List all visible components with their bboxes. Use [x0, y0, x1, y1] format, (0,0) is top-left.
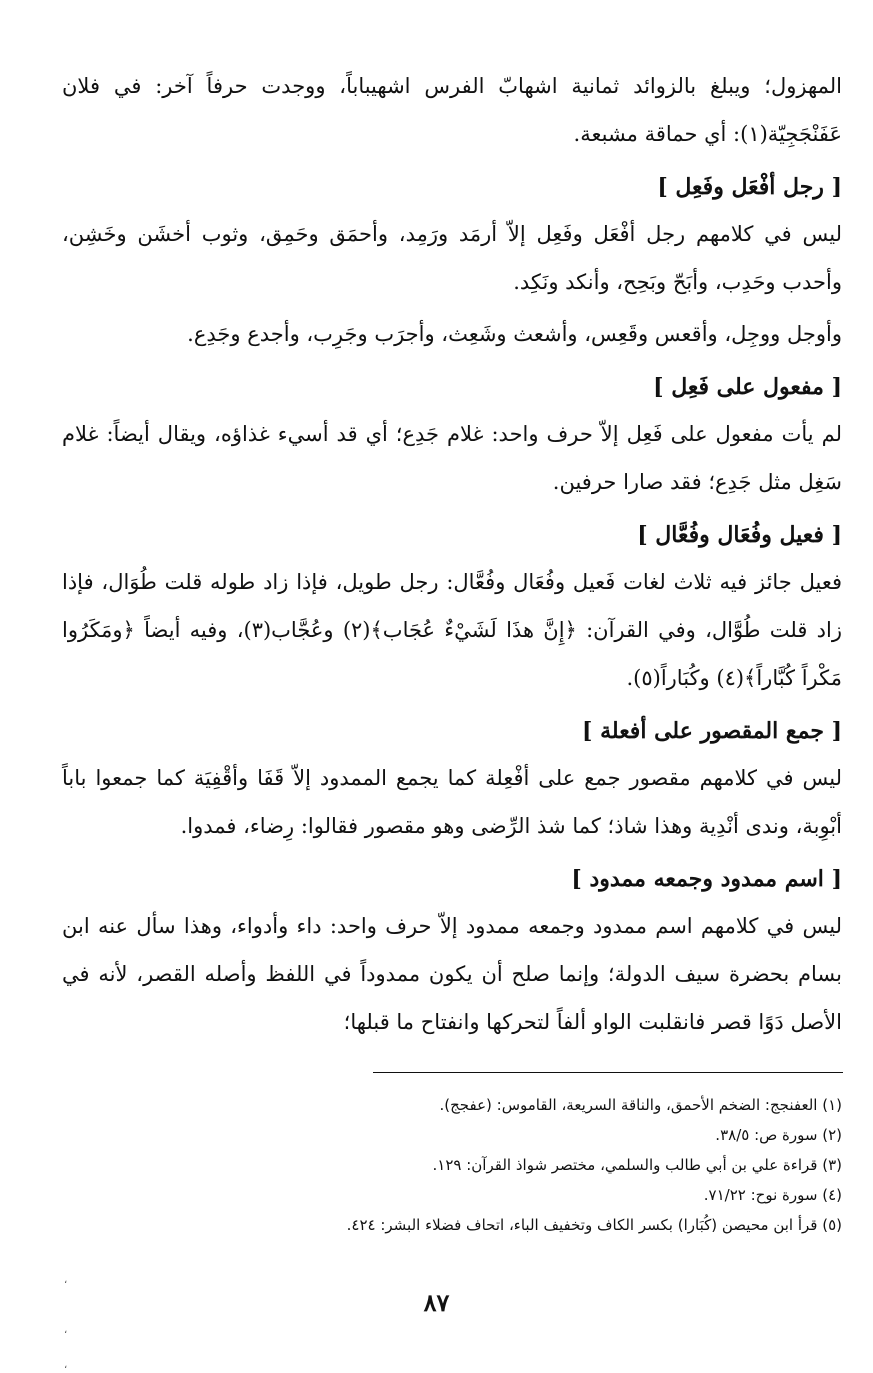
footnote-item: (٥) قرأ ابن محيصن (كُبَارا) بكسر الكاف وتخفيف الباء، اتحاف فضلاء البشر: ٤٢٤. — [346, 1216, 842, 1234]
footnotes — [62, 1090, 842, 1240]
section-heading: [ مفعول على فَعِل ] — [653, 374, 842, 400]
page-number: ٨٧ — [423, 1288, 450, 1317]
footnote-item: (٢) سورة ص: ٣٨/٥. — [715, 1126, 842, 1144]
section-heading: [ اسم ممدود وجمعه ممدود ] — [571, 866, 842, 892]
section-heading: [ فعيل وفُعَال وفُعَّال ] — [637, 522, 842, 548]
paragraph-intro: المهزول؛ ويبلغ بالزوائد ثمانية اشهابّ الفرس اشهيباباً، ووجدت حرفاً آخر: في فلان عَفَنْجَجِيّة(١): أي حماقة مشبعة. — [62, 74, 842, 146]
margin-mark: ، — [64, 1275, 68, 1286]
section-paragraph: لم يأت مفعول على فَعِل إلاّ حرف واحد: غلام جَدِع؛ أي قد أسيء غذاؤه، ويقال أيضاً: غلام سَغِل مثل جَدِع؛ فقد صارا حرفين. — [62, 422, 842, 494]
section-paragraph: ليس في كلامهم مقصور جمع على أفْعِلة كما يجمع الممدود إلاّ قَفَا وأقْفِيَة كما جمعوا باباً أبْوِبة، وندى أنْدِية وهذا شاذ؛ كما شذ الرِّضى وهو مقصور فقالوا: رِضاء، فمدوا. — [62, 766, 842, 838]
section-heading: [ جمع المقصور على أفعلة ] — [582, 718, 842, 744]
section-paragraph: وأوجل ووجِل، وأقعس وقَعِس، وأشعث وشَعِث، وأجرَب وجَرِب، وأجدع وجَدِع. — [187, 322, 842, 346]
section-paragraph: ليس في كلامهم رجل أفْعَل وفَعِل إلاّ أرمَد ورَمِد، وأحمَق وحَمِق، وثوب أخشَن وخَشِن، وأحدب وحَدِب، وأبَحّ وبَحِح، وأنكد ونَكِد. — [62, 222, 842, 294]
section-heading: [ رجل أفْعَل وفَعِل ] — [657, 174, 842, 200]
page-body — [62, 62, 842, 1046]
section-maqsur-afila — [62, 708, 842, 850]
footnote-divider — [373, 1072, 843, 1073]
footnote-item: (٤) سورة نوح: ٧١/٢٢. — [703, 1186, 842, 1204]
margin-mark: ، — [64, 1325, 68, 1336]
section-ism-mamdud — [62, 856, 842, 1046]
section-afal-faal — [62, 164, 842, 358]
footnote-item: (٣) قراءة علي بن أبي طالب والسلمي، مختصر شواذ القرآن: ١٢٩. — [432, 1156, 842, 1174]
section-fail-fuaal — [62, 512, 842, 702]
margin-mark: ، — [64, 1360, 68, 1371]
section-paragraph: ليس في كلامهم اسم ممدود وجمعه ممدود إلاّ حرف واحد: داء وأدواء، وهذا سأل عنه ابن بسام بحضرة سيف الدولة؛ وإنما صلح أن يكون ممدوداً في اللفظ وأصله القصر، لأنه في الأصل دَوًا قصر فانقلبت الواو ألفاً لتحركها وانفتاح ما قبلها؛ — [62, 914, 842, 1034]
section-mafool-ala-fail — [62, 364, 842, 506]
section-paragraph: فعيل جائز فيه ثلاث لغات فَعيل وفُعَال وفُعَّال: رجل طويل، فإذا زاد طوله قلت طُوَال، فإذا زاد قلت طُوَّال، وفي القرآن: ﴿إِنَّ هذَا لَشَيْءٌ عُجَاب﴾(٢) وعُجَّاب(٣)، وفيه أيضاً ﴿ومَكَرُوا مَكْراً كُبَّاراً﴾(٤) وكُبَاراً(٥). — [62, 570, 842, 690]
footnote-item: (١) العفنجج: الضخم الأحمق، والناقة السريعة، القاموس: (عفجج). — [439, 1096, 842, 1114]
